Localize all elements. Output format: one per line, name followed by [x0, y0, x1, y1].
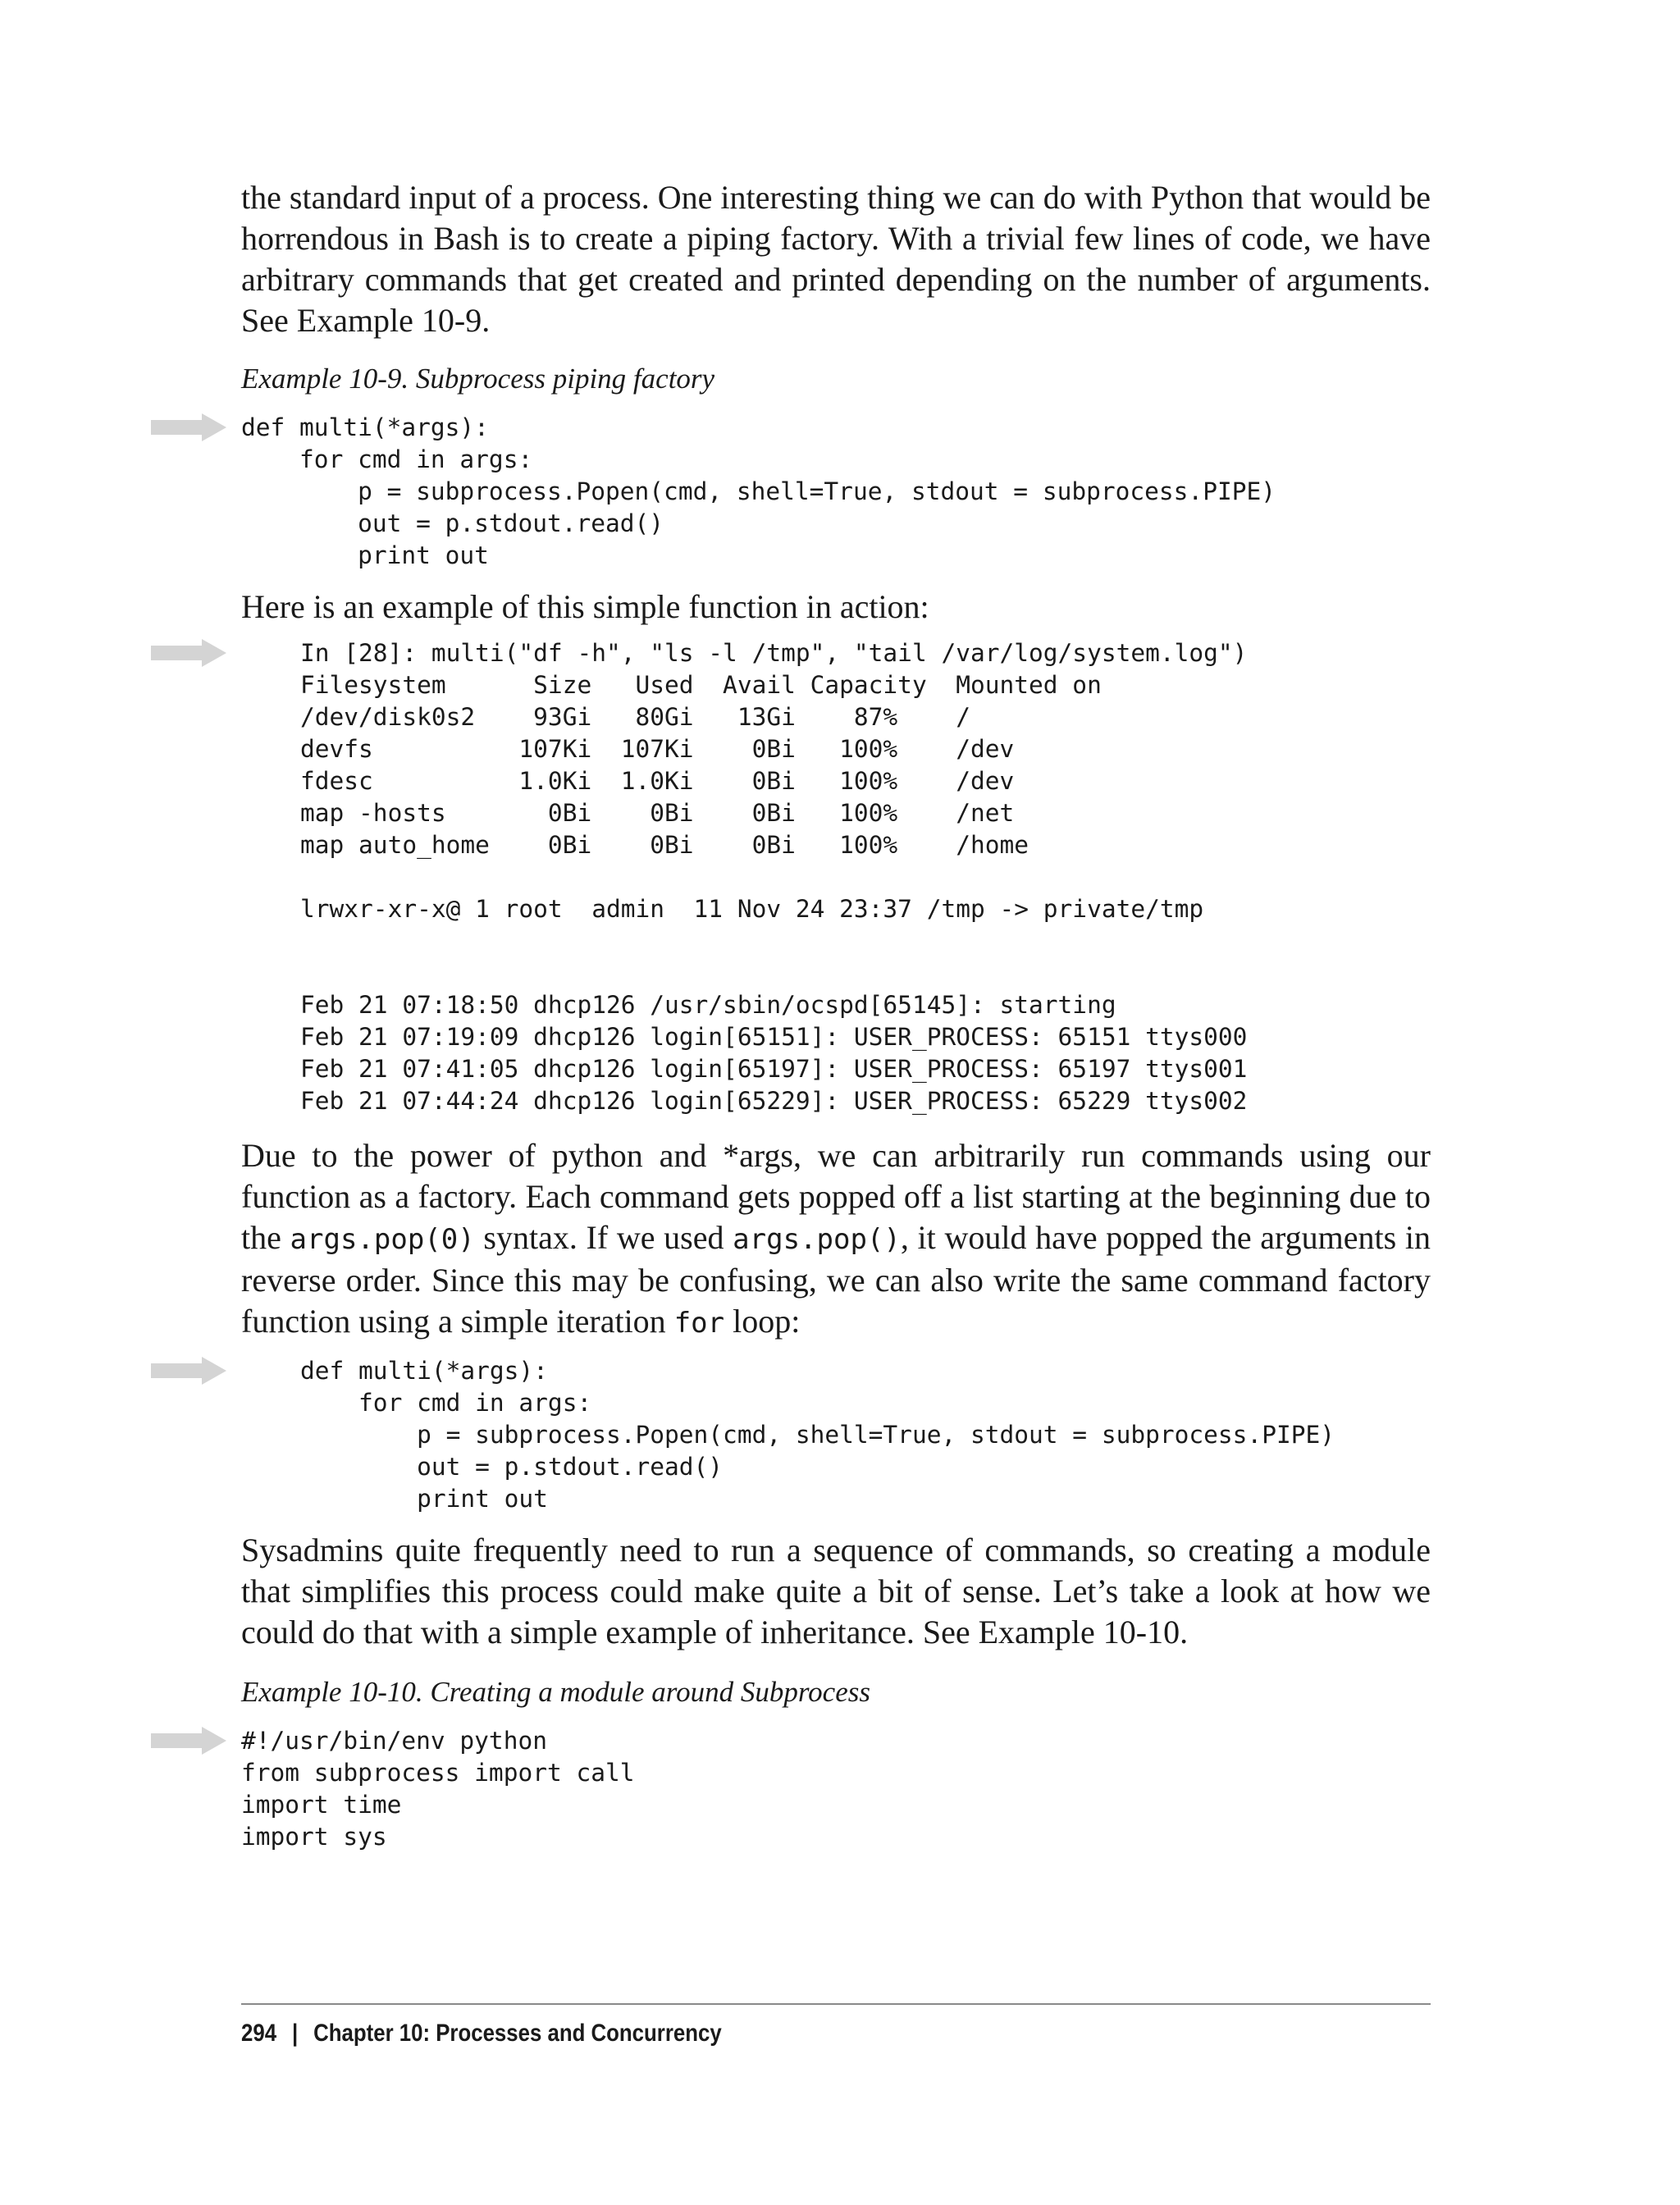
footer-rule	[241, 2003, 1431, 2005]
arrow-marker-icon	[151, 639, 226, 667]
intro-paragraph: the standard input of a process. One interesting thing we can do with Python that would be horrendous in Bash is to create a piping factory. With a trivial few lines of code, we have arbitrary commands that get created and printed depending on the number of arguments. See Example 10-9.	[241, 179, 1431, 339]
power-text-3: , it would have popped the arguments in reverse order. Since this may be confusing, we can also write the same command factory function using a simple iteration	[241, 1219, 1431, 1340]
iteration-code: def multi(*args): for cmd in args: p = subprocess.Popen(cmd, shell=True, stdout = subprocess.PIPE) out = p.stdout.read() print out	[300, 1357, 1335, 1513]
session-output-block	[241, 637, 1431, 1117]
power-text-4: loop:	[724, 1303, 801, 1340]
action-paragraph: Here is an example of this simple function in action:	[241, 588, 929, 625]
iteration-code-block	[241, 1355, 1431, 1515]
page-body	[241, 177, 1431, 1853]
arrow-marker-icon	[151, 1727, 226, 1755]
arrow-marker-icon	[151, 413, 226, 441]
chapter-title: Chapter 10: Processes and Concurrency	[313, 2020, 722, 2047]
example-10-10-code: #!/usr/bin/env python from subprocess import call import time import sys	[241, 1727, 635, 1851]
footer-text	[241, 2018, 1264, 2049]
example-10-9-caption: Example 10-9. Subprocess piping factory	[241, 363, 715, 395]
example-10-9-block	[241, 412, 1431, 572]
footer-separator: |	[291, 2020, 299, 2047]
example-10-10-block	[241, 1725, 1431, 1853]
session-output: In [28]: multi("df -h", "ls -l /tmp", "tail /var/log/system.log") Filesystem Size Used Avail Capacity Mounted on /dev/disk0s2 93Gi 80Gi 13Gi 87% / devfs 107Ki 107Ki 0Bi 100% /dev fdesc 1.0Ki 1.0Ki 0Bi 100% /dev map -hosts 0Bi 0Bi 0Bi 100% /net map auto_home 0Bi 0Bi 0Bi 100% /home lrwxr-xr-x@ 1 root admin 11 Nov 24 23:37 /tmp -> private/tmp Feb 21 07:18:50 dhcp126 /usr/sbin/ocspd[65145]: starting Feb 21 07:19:09 dhcp126 login[65151]: USER_PROCESS: 65151 ttys000 Feb 21 07:41:05 dhcp126 login[65197]: USER_PROCESS: 65197 ttys001 Feb 21 07:44:24 dhcp126 login[65229]: USER_PROCESS: 65229 ttys002	[300, 639, 1248, 1115]
arrow-marker-icon	[151, 1357, 226, 1385]
inline-code-for: for	[673, 1307, 725, 1340]
example-10-9-code: def multi(*args): for cmd in args: p = subprocess.Popen(cmd, shell=True, stdout = subprocess.PIPE) out = p.stdout.read() print out	[241, 413, 1276, 569]
sysadmin-paragraph: Sysadmins quite frequently need to run a sequence of commands, so creating a module that simplifies this process could make quite a bit of sense. Let’s take a look at how we could do that with a simple example of inheritance. See Example 10-10.	[241, 1532, 1431, 1650]
power-paragraph	[241, 1135, 1431, 1344]
page-number: 294	[241, 2020, 277, 2047]
example-10-10-caption: Example 10-10. Creating a module around Subprocess	[241, 1676, 870, 1708]
power-text-1: Due to the power of python and *args, we can arbitrarily run commands using our function as a factory. Each command gets popped off a list starting at the beginning due to the	[241, 1137, 1431, 1256]
inline-code-args-pop: args.pop()	[733, 1223, 901, 1256]
page-footer	[241, 2003, 1431, 2049]
power-text-2: syntax. If we used	[474, 1219, 733, 1256]
inline-code-args-pop-0: args.pop(0)	[290, 1223, 475, 1256]
